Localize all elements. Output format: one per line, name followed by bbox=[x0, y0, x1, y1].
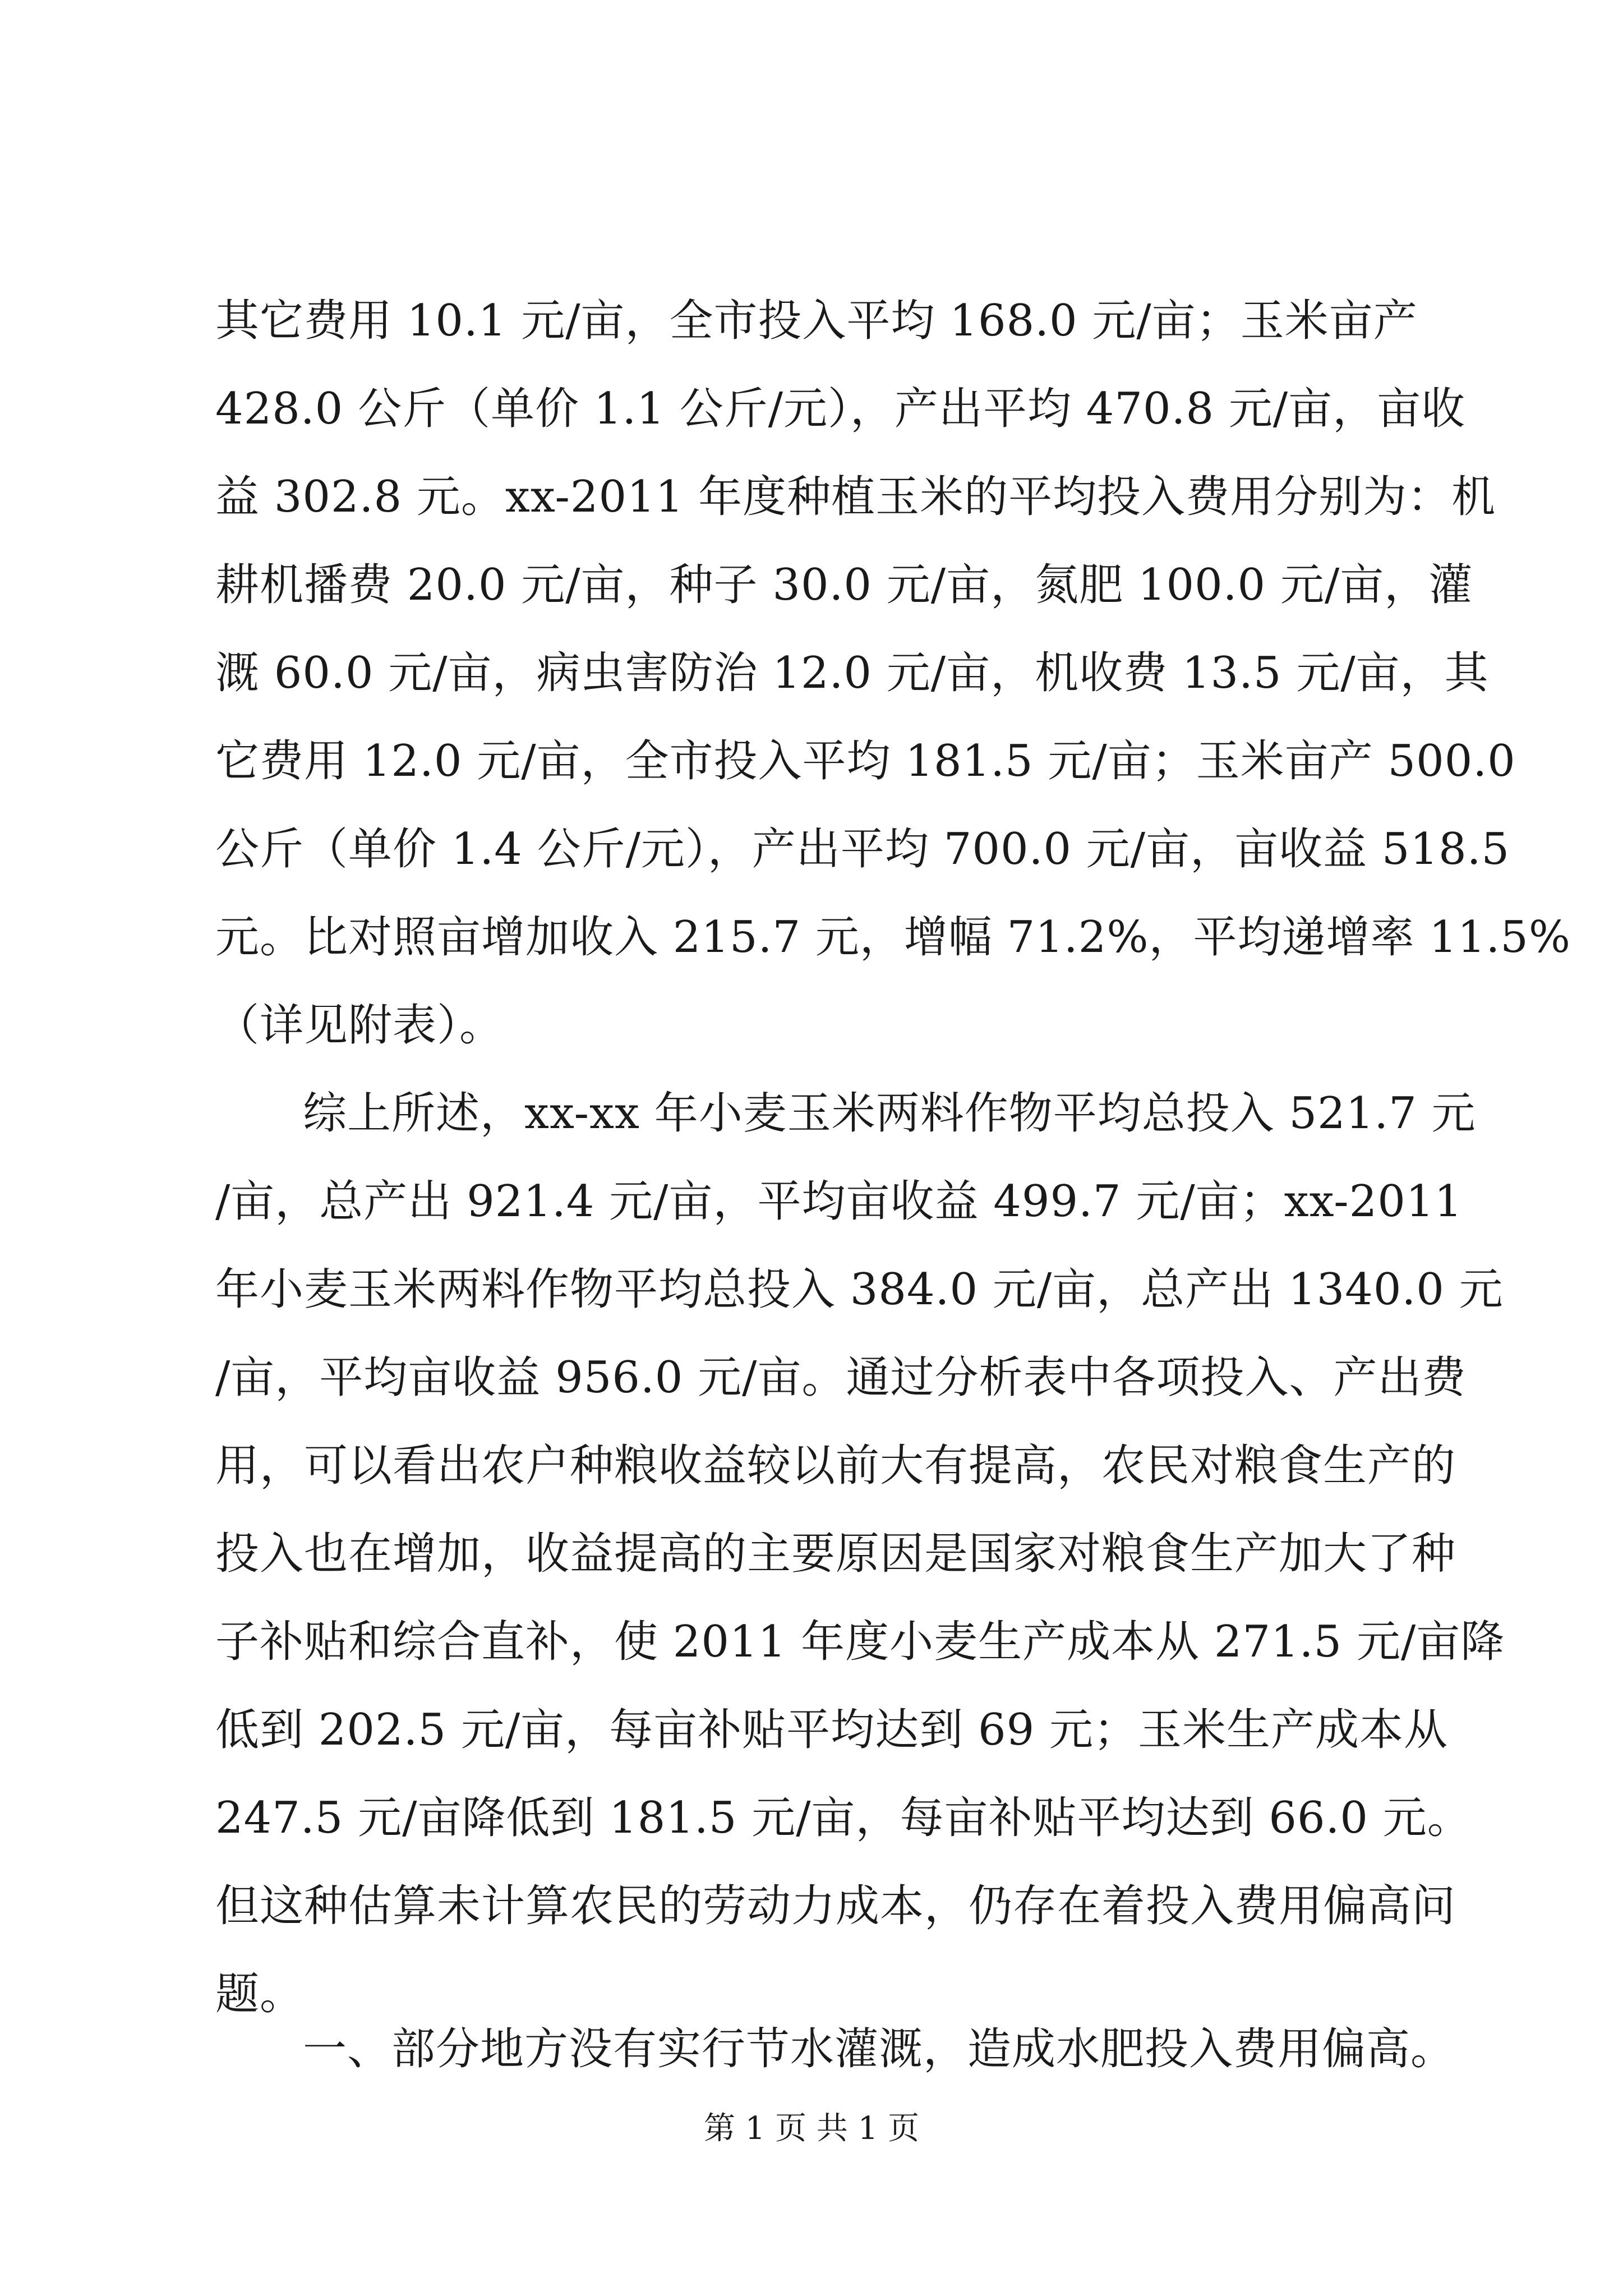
paragraph-2-line-8: 低到 202.5 元/亩，每亩补贴平均达到 69 元；玉米生产成本从 bbox=[215, 1705, 1449, 1755]
paragraph-2-line-4: /亩，平均亩收益 956.0 元/亩。通过分析表中各项投入、产出费 bbox=[215, 1352, 1467, 1403]
page-footer: 第 1 页 共 1 页 bbox=[703, 2110, 920, 2147]
paragraph-1-line-6: 它费用 12.0 元/亩，全市投入平均 181.5 元/亩；玉米亩产 500.0 bbox=[215, 736, 1516, 786]
paragraph-1-line-2: 428.0 公斤（单价 1.1 公斤/元），产出平均 470.8 元/亩，亩收 bbox=[215, 384, 1466, 434]
paragraph-2-line-11: 题。 bbox=[215, 1969, 305, 2019]
paragraph-1-line-5: 溉 60.0 元/亩，病虫害防治 12.0 元/亩，机收费 13.5 元/亩，其 bbox=[215, 648, 1489, 698]
paragraph-1-line-4: 耕机播费 20.0 元/亩，种子 30.0 元/亩，氮肥 100.0 元/亩，灌 bbox=[215, 560, 1473, 610]
paragraph-2-line-1: 综上所述，xx-xx 年小麦玉米两料作物平均总投入 521.7 元 bbox=[303, 1088, 1476, 1139]
paragraph-2-line-2: /亩，总产出 921.4 元/亩，平均亩收益 499.7 元/亩；xx-2011 bbox=[215, 1176, 1463, 1227]
paragraph-1-line-7: 公斤（单价 1.4 公斤/元），产出平均 700.0 元/亩，亩收益 518.5 bbox=[215, 824, 1510, 875]
paragraph-2-line-7: 子补贴和综合直补，使 2011 年度小麦生产成本从 271.5 元/亩降 bbox=[215, 1617, 1505, 1667]
paragraph-2-line-3: 年小麦玉米两料作物平均总投入 384.0 元/亩，总产出 1340.0 元 bbox=[215, 1264, 1504, 1315]
paragraph-3-line-1: 一、部分地方没有实行节水灌溉，造成水肥投入费用偏高。 bbox=[303, 2024, 1455, 2074]
paragraph-2-line-9: 247.5 元/亩降低到 181.5 元/亩，每亩补贴平均达到 66.0 元。 bbox=[215, 1793, 1472, 1843]
paragraph-2-line-5: 用，可以看出农户种粮收益较以前大有提高，农民对粮食生产的 bbox=[215, 1441, 1456, 1491]
paragraph-2-line-6: 投入也在增加，收益提高的主要原因是国家对粮食生产加大了种 bbox=[215, 1529, 1456, 1579]
paragraph-1-line-3: 益 302.8 元。xx-2011 年度种植玉米的平均投入费用分别为：机 bbox=[215, 472, 1496, 522]
paragraph-1-line-1: 其它费用 10.1 元/亩，全市投入平均 168.0 元/亩；玉米亩产 bbox=[215, 296, 1418, 346]
paragraph-2-line-10: 但这种估算未计算农民的劳动力成本，仍存在着投入费用偏高问 bbox=[215, 1881, 1456, 1931]
paragraph-1-line-8: 元。比对照亩增加收入 215.7 元，增幅 71.2%，平均递增率 11.5% bbox=[215, 912, 1571, 963]
paragraph-1-line-9: （详见附表）。 bbox=[215, 1000, 504, 1051]
